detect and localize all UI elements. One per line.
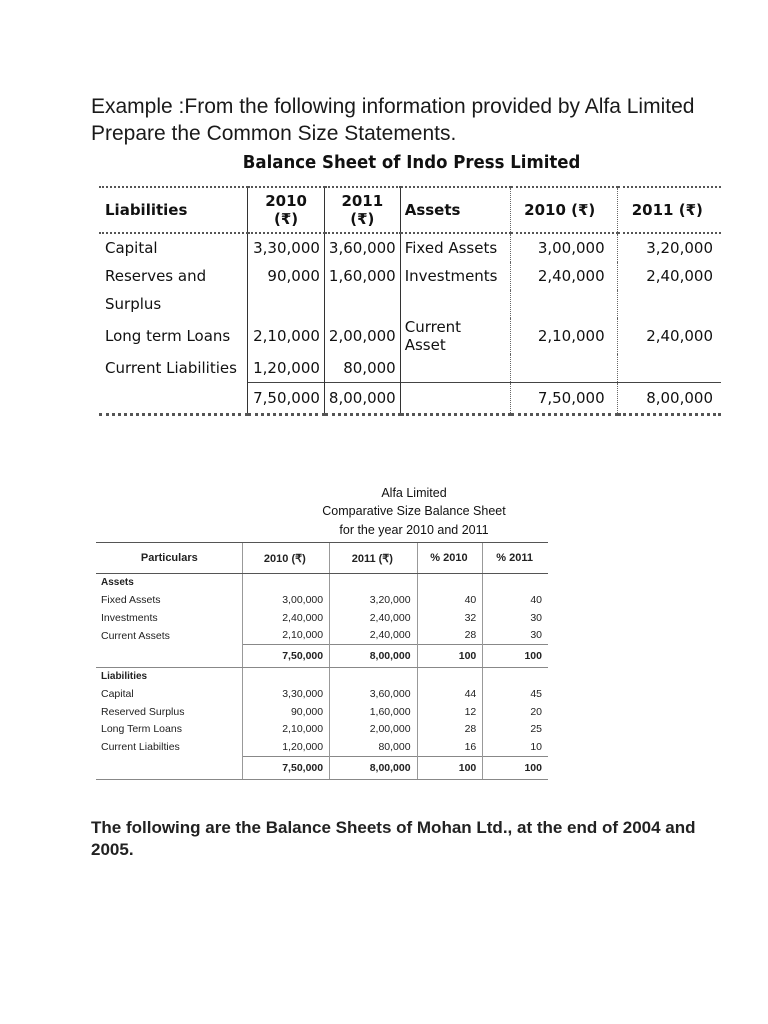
empty-cell	[483, 668, 548, 686]
cell-percent: 10	[483, 738, 548, 756]
assets-section-label: Assets	[101, 577, 134, 589]
cell-percent: 28	[417, 627, 483, 645]
cell-value: 1,20,000	[242, 738, 329, 756]
row-label: Long term Loans	[105, 327, 231, 345]
row-label: Fixed Assets	[101, 594, 161, 607]
cell-value: 80,000	[324, 354, 400, 383]
cell-value: 3,20,000	[617, 233, 721, 262]
header-assets: Assets	[400, 187, 510, 233]
cell-value: 2,00,000	[324, 318, 400, 354]
header-pct-2011: % 2011	[483, 543, 548, 574]
cell-value: 2,40,000	[510, 262, 617, 290]
comparative-subtitle: for the year 2010 and 2011	[339, 523, 489, 537]
empty-cell	[417, 668, 483, 686]
row-label: Current Liabilities	[105, 359, 237, 378]
asset-label: Investments	[404, 267, 498, 285]
intro-paragraph: Example :From the following information provided by Alfa Limited Prepare the Common Size Statements.	[91, 95, 695, 145]
table-row	[99, 290, 721, 318]
header-assets-2011: 2011 (₹)	[617, 187, 721, 233]
cell-value	[248, 290, 325, 318]
total-value: 7,50,000	[242, 645, 329, 668]
cell-percent: 16	[417, 738, 483, 756]
table-row	[99, 318, 721, 354]
cell-percent: 45	[483, 686, 548, 704]
table-row	[96, 609, 548, 627]
row-label: Capital	[101, 688, 134, 701]
empty-cell	[330, 574, 417, 592]
asset-label: Fixed Assets	[404, 239, 498, 257]
empty-cell	[483, 574, 548, 592]
table-row	[96, 627, 548, 645]
cell-value	[510, 354, 617, 383]
cell-value: 2,10,000	[242, 627, 329, 645]
empty-cell	[96, 645, 242, 668]
cell-percent: 12	[417, 703, 483, 721]
header-particulars: Particulars	[96, 543, 242, 574]
cell-value	[617, 354, 721, 383]
total-percent: 100	[417, 756, 483, 779]
header-2011: 2011 (₹)	[324, 187, 400, 233]
liabilities-section-label: Liabilities	[101, 671, 148, 683]
closing-paragraph: The following are the Balance Sheets of Mohan Ltd., at the end of 2004 and 2005.	[91, 818, 696, 859]
row-label: Current Assets	[101, 629, 170, 642]
cell-value: 2,10,000	[242, 721, 329, 739]
cell-value: 1,60,000	[330, 703, 417, 721]
total-assets-2010: 7,50,000	[510, 383, 617, 415]
comparative-title: Comparative Size Balance Sheet	[322, 504, 506, 518]
cell-value: 3,20,000	[330, 592, 417, 610]
cell-percent: 40	[417, 592, 483, 610]
cell-value: 3,00,000	[242, 592, 329, 610]
empty-cell	[417, 574, 483, 592]
header-pct-2010: % 2010	[417, 543, 483, 574]
cell-value: 3,60,000	[330, 686, 417, 704]
total-value: 7,50,000	[242, 756, 329, 779]
cell-value: 1,60,000	[324, 262, 400, 290]
row-label: Current Liabilties	[101, 741, 180, 753]
cell-value: 90,000	[242, 703, 329, 721]
table-row	[96, 721, 548, 739]
cell-value: 2,40,000	[242, 609, 329, 627]
cell-percent: 20	[483, 703, 548, 721]
cell-value: 3,60,000	[324, 233, 400, 262]
cell-value: 80,000	[330, 738, 417, 756]
balance-sheet-title: Balance Sheet of Indo Press Limited	[242, 152, 581, 173]
empty-cell	[242, 668, 329, 686]
cell-value: 2,40,000	[617, 262, 721, 290]
cell-percent: 30	[483, 609, 548, 627]
table-row	[96, 592, 548, 610]
cell-value	[324, 290, 400, 318]
cell-value: 2,10,000	[248, 318, 325, 354]
cell-value: 1,20,000	[248, 354, 325, 383]
asset-label: Current Asset	[404, 318, 462, 354]
comparative-table	[96, 542, 548, 780]
cell-value: 3,30,000	[248, 233, 325, 262]
table-row	[96, 686, 548, 704]
cell-value: 3,00,000	[510, 233, 617, 262]
cell-percent: 30	[483, 627, 548, 645]
header-assets-2010: 2010 (₹)	[510, 187, 617, 233]
totals-row	[99, 383, 721, 415]
empty-cell	[330, 668, 417, 686]
total-assets-2011: 8,00,000	[617, 383, 721, 415]
cell-value: 90,000	[248, 262, 325, 290]
table-row	[99, 354, 721, 383]
cell-value	[510, 290, 617, 318]
cell-value: 3,30,000	[242, 686, 329, 704]
table-row	[99, 262, 721, 290]
cell-percent: 32	[417, 609, 483, 627]
total-percent: 100	[483, 756, 548, 779]
empty-cell	[96, 756, 242, 779]
cell-percent: 28	[417, 721, 483, 739]
asset-label	[400, 290, 510, 318]
section-row	[96, 574, 548, 592]
table-row	[96, 703, 548, 721]
cell-percent: 40	[483, 592, 548, 610]
totals-label	[99, 383, 248, 415]
header-liabilities: Liabilities	[99, 187, 248, 233]
cell-value	[617, 290, 721, 318]
cell-percent: 25	[483, 721, 548, 739]
table-row	[96, 738, 548, 756]
header-2011: 2011 (₹)	[330, 543, 417, 574]
total-percent: 100	[417, 645, 483, 668]
assets-total-row	[96, 645, 548, 668]
cell-value: 2,00,000	[330, 721, 417, 739]
row-label: Surplus	[105, 295, 162, 313]
row-label: Reserved Surplus	[101, 705, 185, 718]
row-label: Investments	[101, 611, 158, 624]
total-value: 8,00,000	[330, 645, 417, 668]
header-2010: 2010 (₹)	[242, 543, 329, 574]
totals-asset-label	[400, 383, 510, 415]
total-liabilities-2011: 8,00,000	[324, 383, 400, 415]
cell-percent: 44	[417, 686, 483, 704]
row-label: Capital	[105, 239, 158, 257]
row-label: Reserves and	[105, 267, 207, 285]
empty-cell	[242, 574, 329, 592]
total-liabilities-2010: 7,50,000	[248, 383, 325, 415]
cell-value: 2,40,000	[330, 609, 417, 627]
balance-sheet-table	[99, 186, 721, 416]
row-label: Long Term Loans	[101, 723, 182, 736]
asset-label	[400, 354, 510, 383]
cell-value: 2,40,000	[330, 627, 417, 645]
section-row	[96, 668, 548, 686]
company-name: Alfa Limited	[381, 486, 447, 500]
liabilities-total-row	[96, 756, 548, 779]
total-percent: 100	[483, 645, 548, 668]
total-value: 8,00,000	[330, 756, 417, 779]
table-header-row	[99, 187, 721, 233]
table-row	[99, 233, 721, 262]
table-header-row	[96, 543, 548, 574]
cell-value: 2,40,000	[617, 318, 721, 354]
header-2010: 2010 (₹)	[248, 187, 325, 233]
cell-value: 2,10,000	[510, 318, 617, 354]
